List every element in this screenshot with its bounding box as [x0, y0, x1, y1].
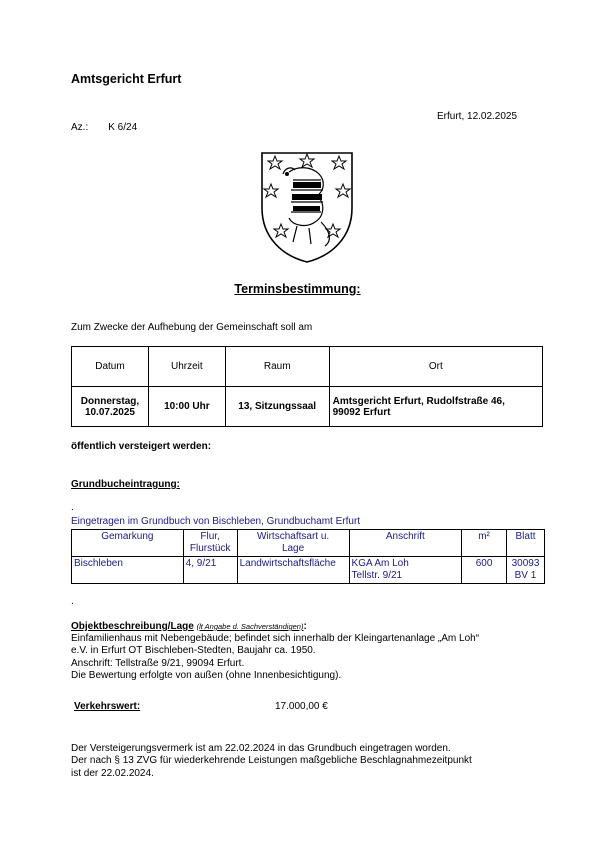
- header-flur: [183, 530, 237, 557]
- cell-raum: 13, Sitzungssaal: [225, 387, 329, 427]
- separator-dot-2: .: [71, 596, 74, 607]
- header-flur-line2: Flurstück: [189, 543, 231, 554]
- objekt-heading-colon: :: [303, 621, 307, 632]
- objekt-heading: [71, 621, 307, 632]
- header-gemarkung: Gemarkung: [72, 530, 184, 557]
- separator-dot: .: [71, 502, 74, 513]
- objekt-heading-label: Objektbeschreibung/Lage: [71, 621, 194, 632]
- cell-anschrift: [349, 557, 462, 584]
- verkehrswert-value: 17.000,00 €: [275, 701, 328, 712]
- grundbuch-table: [71, 529, 545, 584]
- grundbuch-heading: Grundbucheintragung:: [71, 479, 180, 490]
- header-m2: m²: [462, 530, 507, 557]
- cell-blatt: [506, 557, 544, 584]
- objekt-line3: Anschrift: Tellstraße 9/21, 99094 Erfurt.: [71, 657, 245, 669]
- header-blatt: Blatt: [506, 530, 544, 557]
- objekt-heading-note: (lt Angabe d. Sachverständigen): [196, 622, 304, 631]
- ort-line2: 99092 Erfurt: [332, 406, 391, 418]
- header-wirtschaftsart: [237, 530, 349, 557]
- grundbuch-eingetragen: Eingetragen im Grundbuch von Bischleben, Grundbuchamt Erfurt: [71, 516, 361, 527]
- cell-flur: 4, 9/21: [183, 557, 237, 584]
- place-date: Erfurt, 12.02.2025: [437, 111, 518, 122]
- header-raum: Raum: [225, 347, 329, 387]
- cell-m2: 600: [462, 557, 507, 584]
- thuringia-coat-of-arms-icon: [259, 150, 355, 265]
- cell-gemarkung: Bischleben: [72, 557, 184, 584]
- datum-date: 10.07.2025: [84, 406, 135, 418]
- header-uhrzeit: Uhrzeit: [148, 347, 225, 387]
- verkehrswert-label: Verkehrswert:: [74, 701, 141, 712]
- cell-datum: [72, 387, 149, 427]
- ort-line1: Amtsgericht Erfurt, Rudolfstraße 46,: [332, 395, 505, 407]
- objekt-line1: Einfamilienhaus mit Nebengebäude; befindet sich innerhalb der Kleingartenanlage „Am Loh“: [71, 633, 480, 644]
- cell-ort: [329, 387, 542, 427]
- header-ort: Ort: [329, 347, 542, 387]
- table-row: [72, 387, 543, 427]
- header-wirtschaft-line2: Lage: [281, 543, 305, 554]
- termin-table: [71, 346, 543, 427]
- cell-wirtschaftsart: Landwirtschaftsfläche: [237, 557, 349, 584]
- objekt-line2: e.V. in Erfurt OT Bischleben-Stedten, Baujahr ca. 1950.: [71, 645, 316, 657]
- header-datum: Datum: [72, 347, 149, 387]
- footer-line1: Der Versteigerungsvermerk ist am 22.02.2024 in das Grundbuch eingetragen worden.: [71, 743, 451, 754]
- header-wirtschaft-line1: Wirtschaftsart u.: [256, 531, 330, 542]
- az-label: Az.:: [71, 122, 89, 133]
- az-value: K 6/24: [108, 122, 138, 133]
- blatt-line2: BV 1: [514, 570, 537, 581]
- footer-text: [71, 743, 541, 780]
- footer-line3: ist der 22.02.2024.: [71, 767, 154, 779]
- anschrift-line2: Tellstr. 9/21: [351, 570, 403, 581]
- blatt-line1: 30093: [511, 558, 540, 569]
- table-header-row: [72, 530, 545, 557]
- footer-line2: Der nach § 13 ZVG für wiederkehrende Leistungen maßgebliche Beschlagnahmezeitpunkt: [71, 755, 472, 767]
- intro-text: Zum Zwecke der Aufhebung der Gemeinschaft soll am: [71, 322, 313, 333]
- versteigert-text: öffentlich versteigert werden:: [71, 441, 212, 452]
- court-name: Amtsgericht Erfurt: [71, 72, 182, 86]
- table-row: [72, 557, 545, 584]
- objekt-line4: Die Bewertung erfolgte von außen (ohne Innenbesichtigung).: [71, 669, 342, 681]
- header-anschrift: Anschrift: [349, 530, 462, 557]
- header-flur-line1: Flur,: [200, 531, 220, 542]
- cell-uhrzeit: 10:00 Uhr: [148, 387, 225, 427]
- page-title: Terminsbestimmung:: [234, 282, 361, 296]
- anschrift-line1: KGA Am Loh: [351, 558, 409, 569]
- datum-weekday: Donnerstag,: [80, 395, 140, 407]
- objekt-description: [71, 633, 551, 682]
- table-header-row: [72, 347, 543, 387]
- file-reference: [71, 122, 137, 133]
